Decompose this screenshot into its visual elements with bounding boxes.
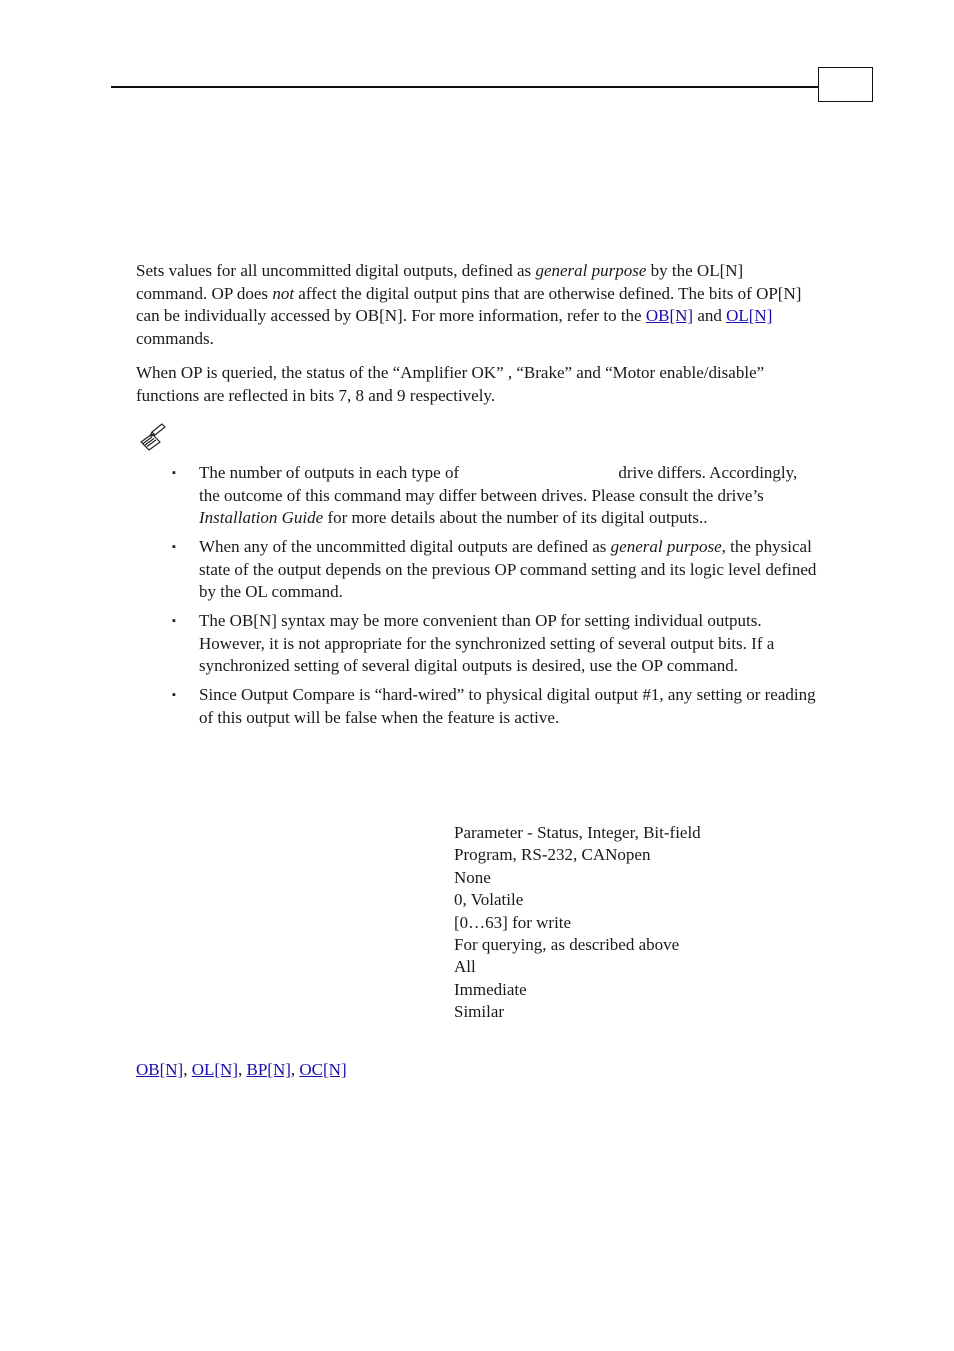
see-also-ol-link[interactable]: OL[N] <box>191 1060 238 1079</box>
attributes-list <box>454 822 701 1024</box>
attribute-value: Immediate <box>454 979 527 999</box>
header-rule <box>111 86 819 88</box>
attribute-value: Program, RS-232, CANopen <box>454 845 651 865</box>
link-ol[interactable]: OL[N] <box>726 306 773 325</box>
see-also-bp-link[interactable]: BP[N] <box>246 1060 291 1079</box>
list-item: ▪ The number of outputs in each type of drive differs. Accordingly, the outcome of this command may differ between drives. Please consult the drive’s Installation Guide for more details about the number of its digital outputs.. <box>172 463 798 527</box>
list-item: ▪ The OB[N] syntax may be more convenient than OP for setting individual outputs. However, it is not appropriate for the synchronized setting of several output bits. If a synchronized setting of several digital outputs is desired, use the OP command. <box>172 611 775 675</box>
description-paragraph: Sets values for all uncommitted digital outputs, defined as general purpose by the OL[N] command. OP does not affect the digital output pins that are otherwise defined. The bits of OP[N] can be individually accessed by OB[N]. For more information, refer to the OB[N] and OL[N] commands. <box>136 261 802 348</box>
attribute-value: Similar <box>454 1002 505 1022</box>
list-item: ▪ When any of the uncommitted digital outputs are defined as general purpose, the physical state of the output depends on the previous OP command setting and its logic level defined by the OL command. <box>172 537 817 601</box>
notes-list <box>172 462 822 736</box>
attribute-value: 0, Volatile <box>454 890 524 910</box>
attribute-value: None <box>454 867 491 887</box>
see-also-ob-link[interactable]: OB[N] <box>136 1060 184 1079</box>
note-pen-icon <box>138 422 168 452</box>
see-also-oc-link[interactable]: OC[N] <box>299 1060 347 1079</box>
see-also-links: OB[N], OL[N], BP[N], OC[N] <box>136 1060 347 1079</box>
attribute-value: For querying, as described above <box>454 935 680 955</box>
attribute-value: All <box>454 957 476 977</box>
query-paragraph: When OP is queried, the status of the “Amplifier OK” , “Brake” and “Motor enable/disable” functions are reflected in bits 7, 8 and 9 respectively. <box>136 363 765 405</box>
link-ob[interactable]: OB[N] <box>645 306 694 325</box>
page-number-box <box>818 67 873 102</box>
list-item: ▪ Since Output Compare is “hard-wired” to physical digital output #1, any setting or reading of this output will be false when the feature is active. <box>172 685 816 727</box>
attribute-value: [0…63] for write <box>454 912 572 932</box>
attribute-value: Parameter - Status, Integer, Bit-field <box>454 823 701 842</box>
